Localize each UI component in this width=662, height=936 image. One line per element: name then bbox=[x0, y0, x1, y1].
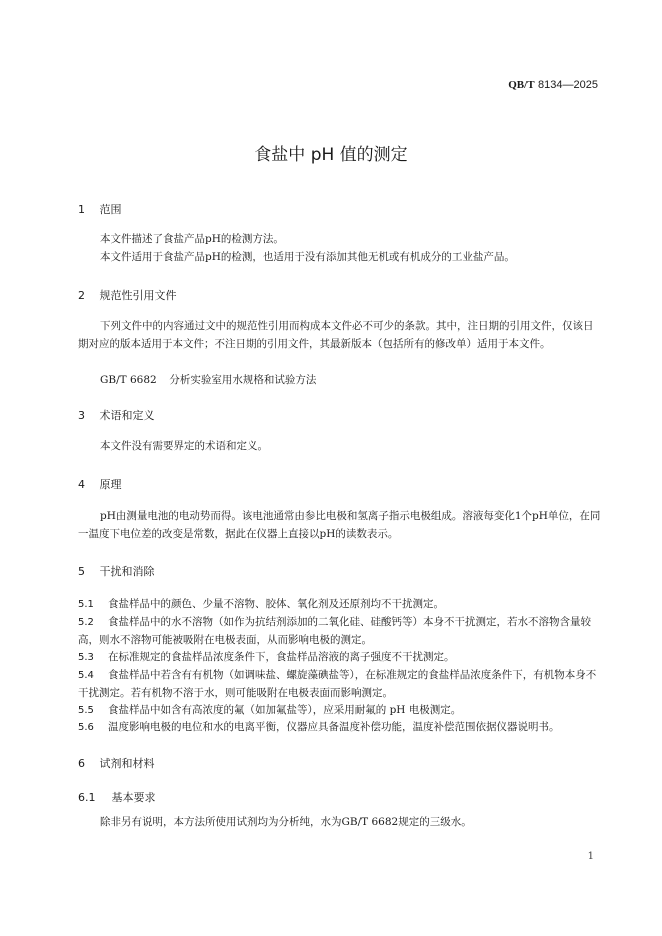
document-title: 食盐中 pH 值的测定 bbox=[254, 145, 408, 165]
clause-5-6 bbox=[78, 719, 602, 737]
section-title: 原理 bbox=[99, 478, 122, 491]
section-title: 规范性引用文件 bbox=[99, 289, 177, 302]
reference-title: 分析实验室用水规格和试验方法 bbox=[169, 374, 317, 386]
clause-text: 温度影响电极的电位和水的电离平衡，仪器应具备温度补偿功能，温度补偿范围依据仪器说明书。 bbox=[108, 721, 560, 733]
section-number: 6 bbox=[78, 757, 85, 770]
section-1-para-2: 本文件适用于食盐产品pH的检测，也适用于没有添加其他无机或有机成分的工业盐产品。 bbox=[100, 251, 515, 263]
section-2-para: 下列文件中的内容通过文中的规范性引用而构成本文件必不可少的条款。其中，注日期的引用文件，仅该日期对应的版本适用于本文件；不注日期的引用文件，其最新版本（包括所有的修改单）适用于本文件。 bbox=[78, 320, 594, 350]
section-number: 5 bbox=[78, 565, 85, 578]
section-number: 2 bbox=[78, 289, 85, 302]
clause-5-5 bbox=[78, 702, 602, 720]
standard-prefix: QB/T bbox=[508, 79, 535, 91]
clause-5-3 bbox=[78, 649, 602, 667]
reference-code: GB/T 6682 bbox=[100, 374, 157, 386]
clause-text: 食盐样品中若含有有机物（如调味盐、螺旋藻碘盐等），在标准规定的食盐样品浓度条件下，有机物本身不干扰测定。若有机物不溶于水，则可能吸附在电极表面而影响测定。 bbox=[78, 669, 597, 699]
section-title: 范围 bbox=[99, 203, 122, 216]
clause-number: 5.5 bbox=[78, 705, 94, 716]
standard-number: 8134—2025 bbox=[538, 79, 598, 91]
section-1-para-1: 本文件描述了食盐产品pH的检测方法。 bbox=[100, 233, 284, 245]
section-number: 3 bbox=[78, 409, 85, 422]
section-5-heading bbox=[78, 563, 155, 579]
page-number: 1 bbox=[587, 851, 594, 862]
section-6-heading bbox=[78, 755, 155, 771]
clause-number: 5.6 bbox=[78, 722, 94, 733]
section-number: 4 bbox=[78, 478, 85, 491]
clause-number: 5.3 bbox=[78, 652, 94, 663]
section-2-heading bbox=[78, 287, 177, 303]
clause-text: 食盐样品中的颜色、少量不溶物、胶体、氧化剂及还原剂均不干扰测定。 bbox=[108, 598, 444, 610]
clause-text: 在标准规定的食盐样品浓度条件下，食盐样品溶液的离子强度不干扰测定。 bbox=[108, 651, 455, 663]
standard-code bbox=[508, 78, 598, 91]
normative-reference bbox=[100, 372, 316, 387]
clause-number: 5.2 bbox=[78, 617, 94, 628]
subsection-title: 基本要求 bbox=[111, 791, 156, 804]
clause-5-4 bbox=[78, 667, 602, 702]
clause-number: 5.4 bbox=[78, 670, 94, 681]
section-3-para: 本文件没有需要界定的术语和定义。 bbox=[100, 440, 268, 452]
section-title: 术语和定义 bbox=[99, 409, 155, 422]
section-4-para: pH由测量电池的电动势而得。该电池通常由参比电极和氢离子指示电极组成。溶液每变化1个pH单位，在同一温度下电位差的改变是常数，据此在仪器上直接以pH的读数表示。 bbox=[78, 510, 601, 540]
section-title: 干扰和消除 bbox=[99, 565, 155, 578]
clause-text: 食盐样品中如含有高浓度的氟（如加氟盐等），应采用耐氟的 pH 电极测定。 bbox=[108, 704, 462, 716]
section-4-heading bbox=[78, 476, 122, 492]
section-3-heading bbox=[78, 407, 155, 423]
section-6-1-para: 除非另有说明，本方法所使用试剂均为分析纯，水为GB/T 6682规定的三级水。 bbox=[100, 816, 472, 828]
clause-text: 食盐样品中的水不溶物（如作为抗结剂添加的二氧化硅、硅酸钙等）本身不干扰测定，若水不溶物含量较高，则水不溶物可能被吸附在电极表面，从而影响电极的测定。 bbox=[78, 616, 591, 646]
section-title: 试剂和材料 bbox=[99, 757, 155, 770]
section-number: 1 bbox=[78, 203, 85, 216]
section-1-heading bbox=[78, 201, 122, 217]
subsection-6-1-heading bbox=[78, 789, 156, 805]
subsection-number: 6.1 bbox=[78, 791, 96, 804]
clause-5-2 bbox=[78, 614, 602, 649]
clause-number: 5.1 bbox=[78, 599, 94, 610]
clause-5-1 bbox=[78, 596, 602, 614]
